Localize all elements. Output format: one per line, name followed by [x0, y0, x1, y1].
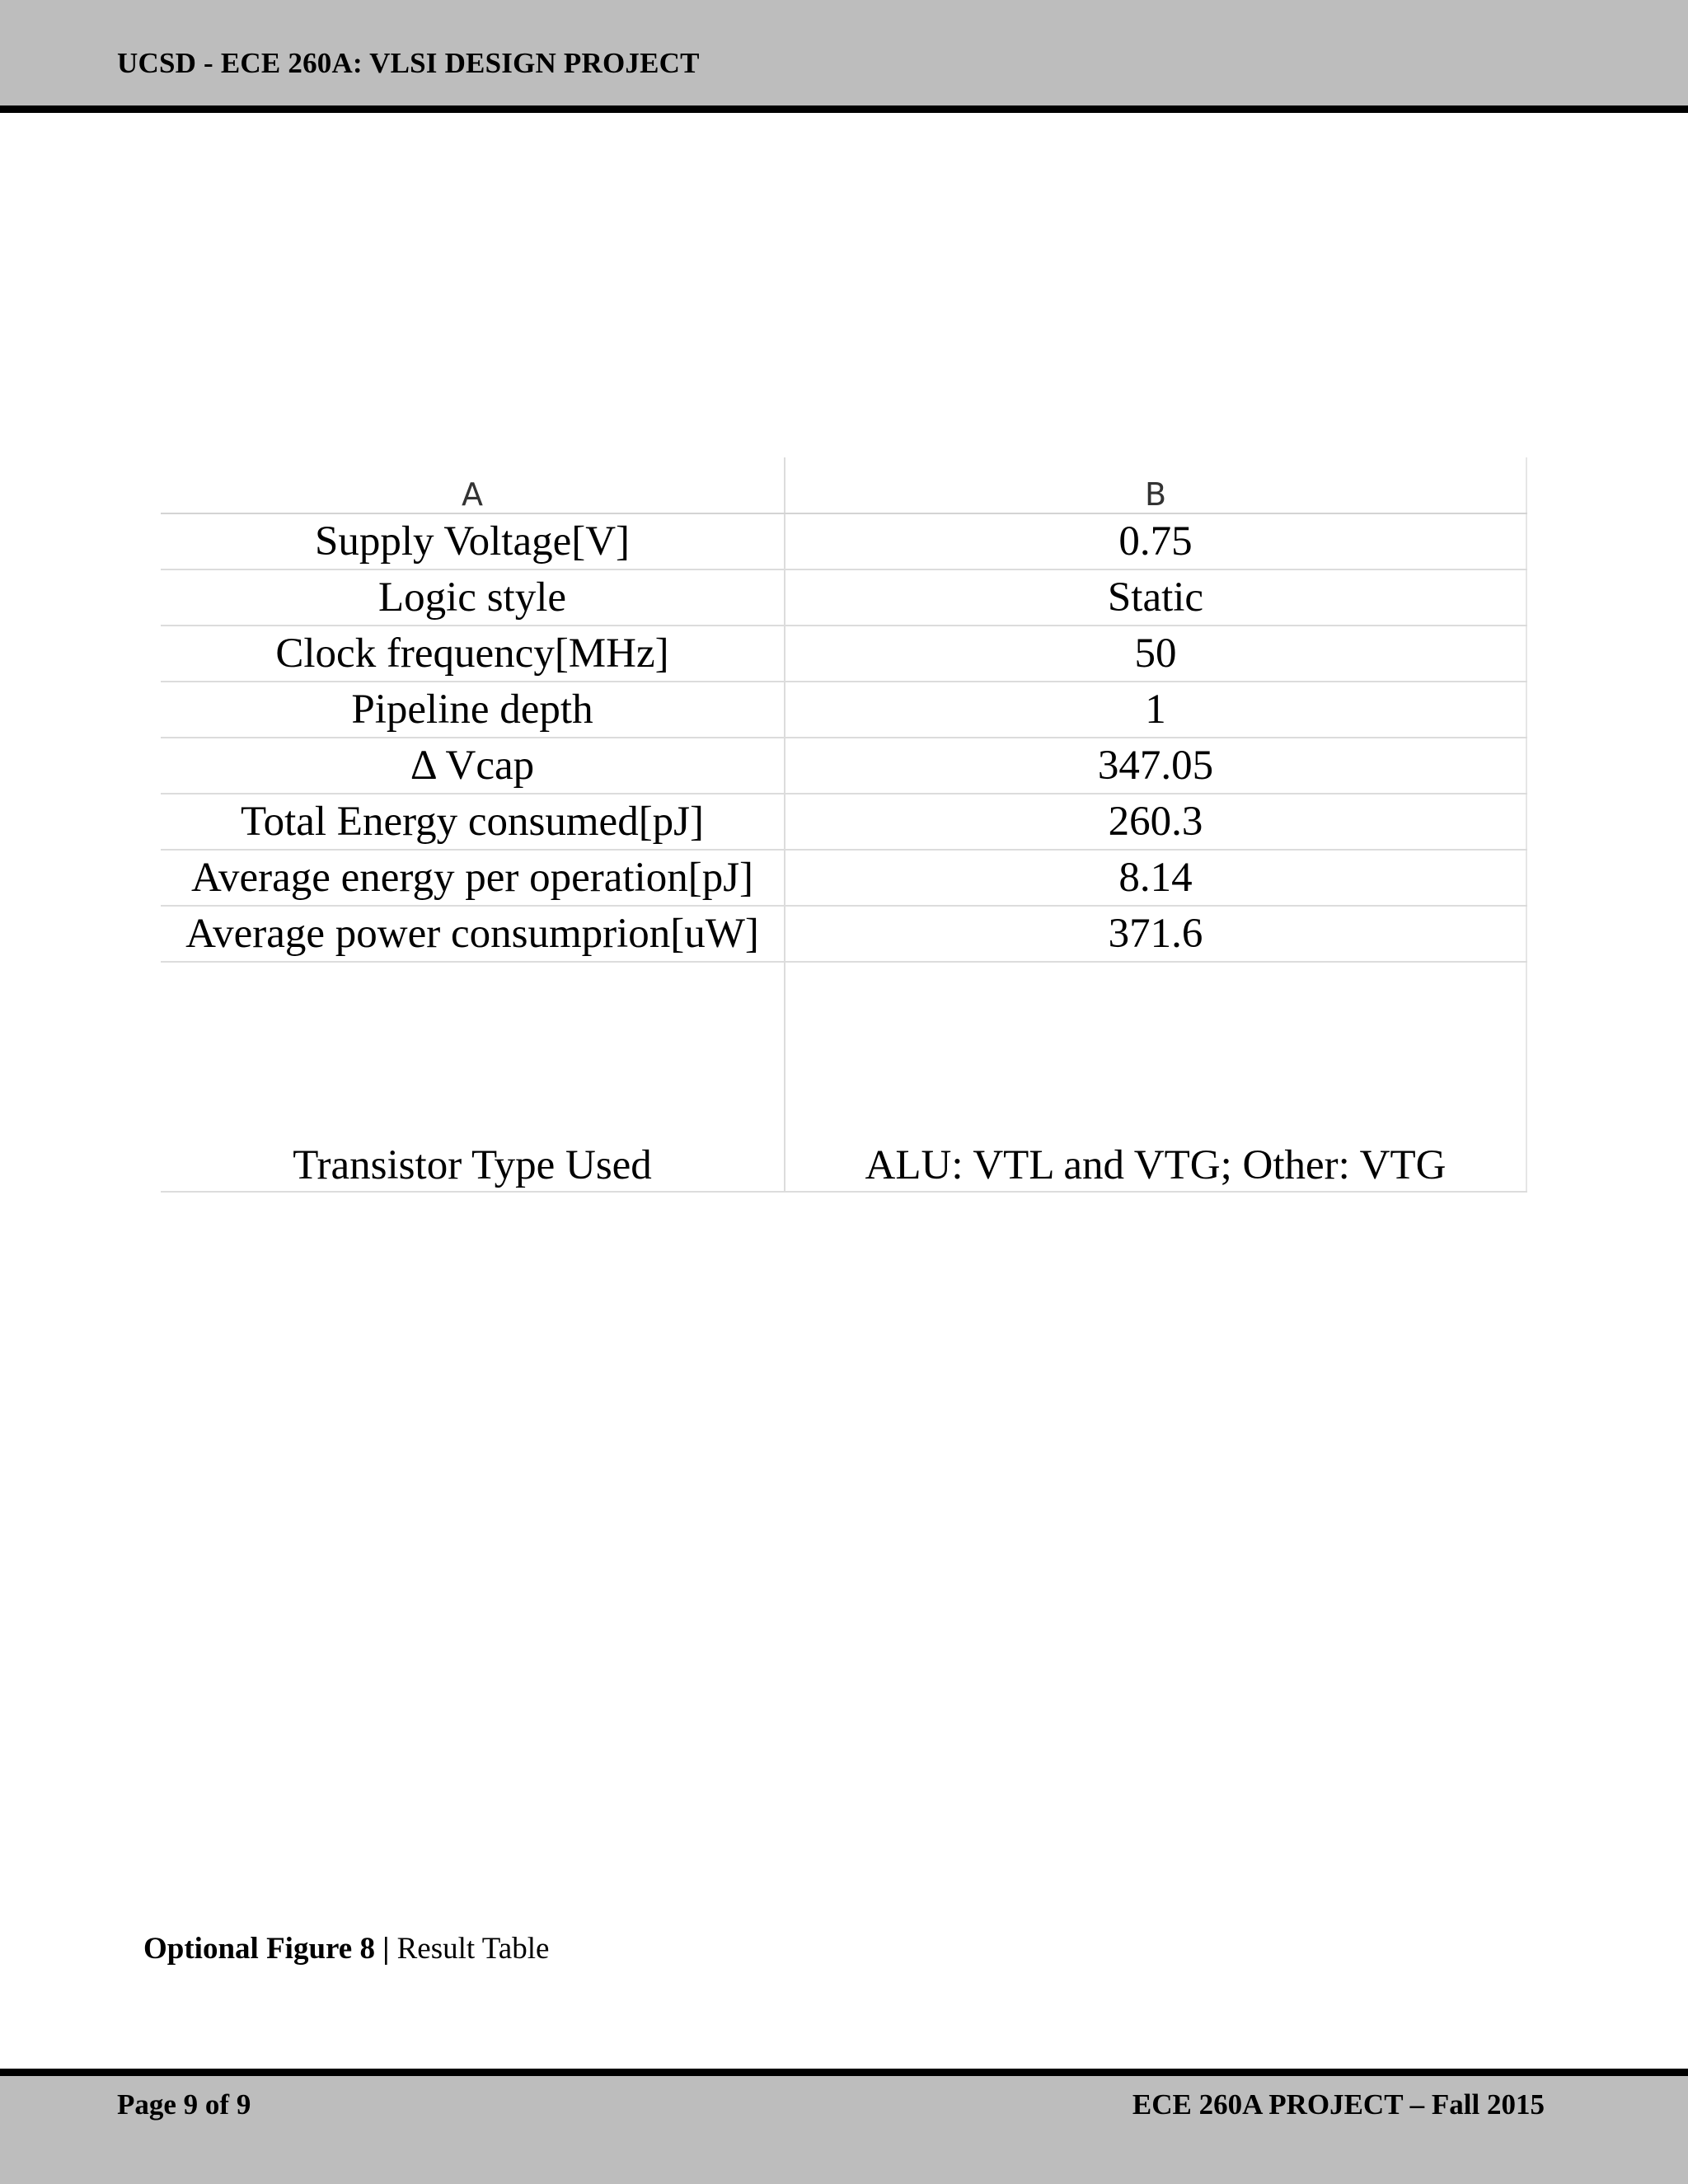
caption-label: Optional Figure 8: [143, 1932, 375, 1966]
footer-course-label: ECE 260A PROJECT – Fall 2015: [1132, 2088, 1545, 2121]
table-row: [161, 962, 1526, 1192]
row-value-pipeline-depth: 1: [785, 682, 1526, 738]
row-label-delta-vcap: Δ Vcap: [161, 738, 785, 794]
table-row: [161, 626, 1526, 682]
caption-text: Result Table: [396, 1932, 550, 1966]
table-row: [161, 569, 1526, 626]
row-value-supply-voltage: 0.75: [785, 513, 1526, 569]
table-row: [161, 850, 1526, 906]
row-value-average-power: 371.6: [785, 906, 1526, 962]
table-row: [161, 906, 1526, 962]
table-row: [161, 794, 1526, 850]
caption-separator: |: [382, 1932, 390, 1966]
row-label-average-energy: Average energy per operation[pJ]: [161, 850, 785, 906]
page-footer: [0, 2069, 1688, 2184]
row-value-average-energy: 8.14: [785, 850, 1526, 906]
row-label-clock-frequency: Clock frequency[MHz]: [161, 626, 785, 682]
row-value-clock-frequency: 50: [785, 626, 1526, 682]
column-header-a: A: [161, 457, 785, 513]
row-label-transistor-type: Transistor Type Used: [161, 962, 785, 1192]
row-label-total-energy: Total Energy consumed[pJ]: [161, 794, 785, 850]
column-header-b: B: [785, 457, 1526, 513]
row-label-pipeline-depth: Pipeline depth: [161, 682, 785, 738]
row-value-logic-style: Static: [785, 569, 1526, 626]
table-row: [161, 513, 1526, 569]
table-header-row: [161, 457, 1526, 513]
row-value-transistor-type: ALU: VTL and VTG; Other: VTG: [785, 962, 1526, 1192]
row-value-total-energy: 260.3: [785, 794, 1526, 850]
row-label-average-power: Average power consumprion[uW]: [161, 906, 785, 962]
row-label-supply-voltage: Supply Voltage[V]: [161, 513, 785, 569]
table-row: [161, 682, 1526, 738]
footer-page-number: Page 9 of 9: [117, 2088, 251, 2121]
header-title: UCSD - ECE 260A: VLSI DESIGN PROJECT: [117, 47, 700, 79]
result-table: [161, 457, 1527, 1193]
figure-caption: [143, 1931, 549, 1966]
table-row: [161, 738, 1526, 794]
row-label-logic-style: Logic style: [161, 569, 785, 626]
row-value-delta-vcap: 347.05: [785, 738, 1526, 794]
page-header: [0, 0, 1688, 113]
